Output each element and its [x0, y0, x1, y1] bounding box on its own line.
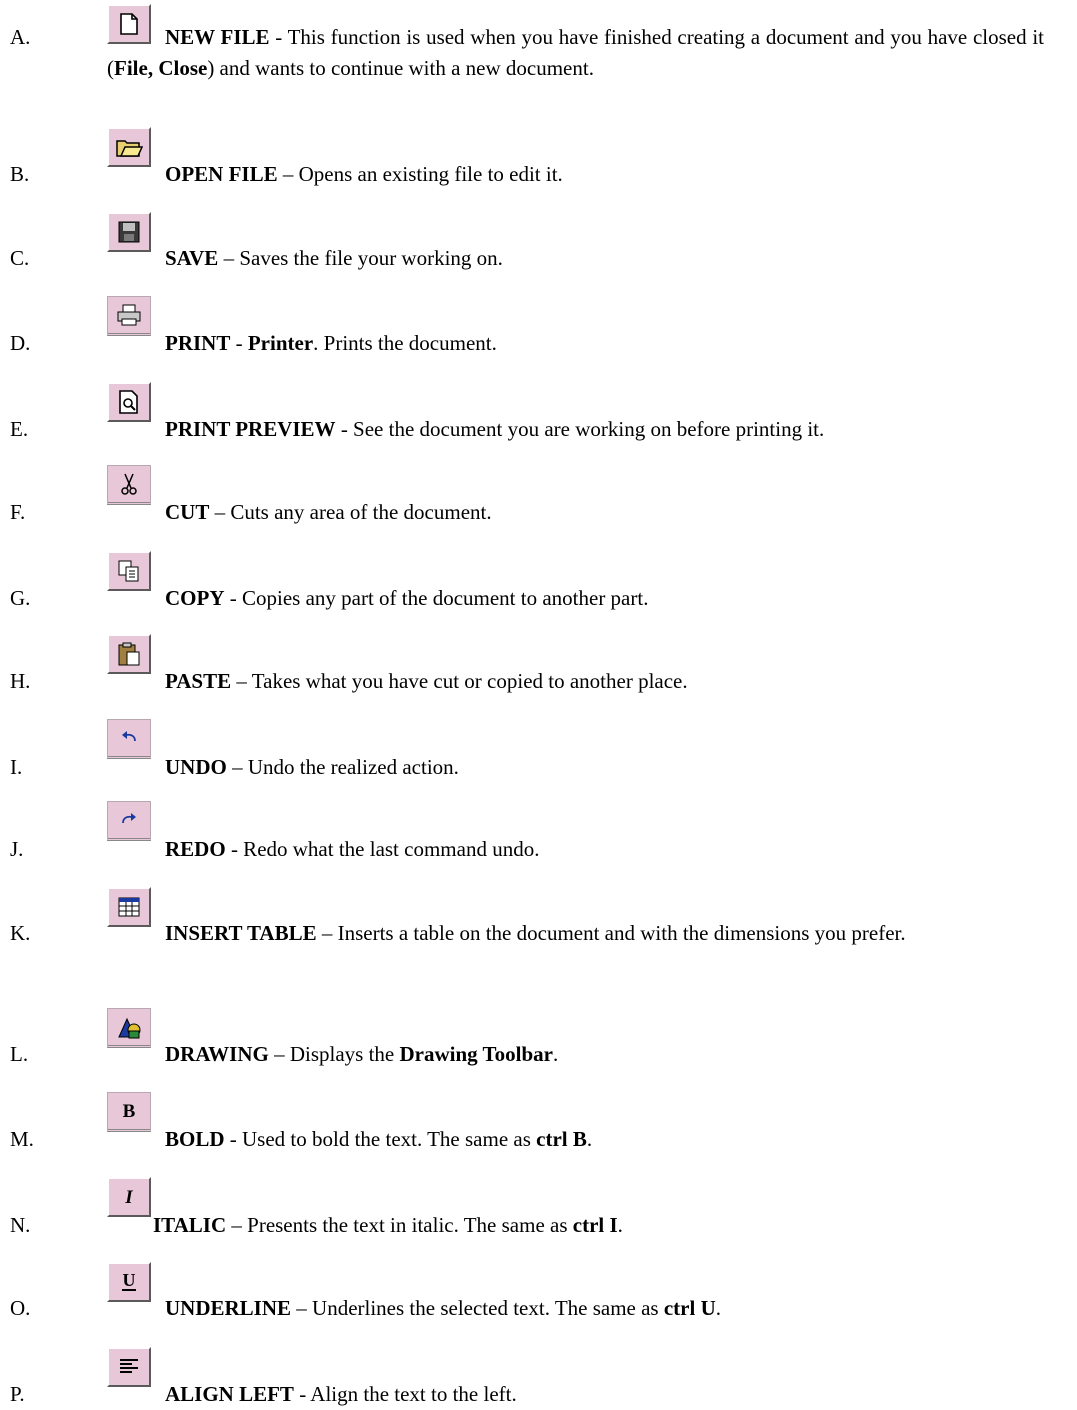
- bold-term: Printer: [247, 331, 314, 355]
- list-item: [0, 1177, 1077, 1237]
- bold-term: File, Close: [114, 56, 208, 80]
- paste-icon: [117, 641, 141, 667]
- item-description: [107, 414, 1044, 445]
- item-title: COPY: [165, 586, 225, 610]
- item-description: [107, 834, 1044, 865]
- item-description: [107, 159, 1044, 190]
- item-letter: M.: [10, 1127, 34, 1151]
- svg-text:I: I: [125, 1187, 133, 1208]
- item-letter: D.: [10, 331, 31, 355]
- description-text: -: [230, 331, 248, 355]
- bold-term: ctrl B: [536, 1127, 587, 1151]
- item-title: PASTE: [165, 669, 232, 693]
- bold-icon: [119, 1100, 139, 1122]
- list-item: [0, 801, 1077, 861]
- item-title: UNDO: [165, 755, 227, 779]
- list-item: [0, 382, 1077, 441]
- item-description: [107, 752, 1044, 783]
- description-text: – Takes what you have cut or copied to another place.: [231, 669, 688, 693]
- item-title: OPEN FILE: [165, 162, 278, 186]
- item-letter: N.: [10, 1213, 31, 1237]
- item-letter: C.: [10, 246, 30, 270]
- item-letter: G.: [10, 586, 31, 610]
- item-letter: P.: [10, 1382, 25, 1406]
- description-text: – Undo the realized action.: [226, 755, 459, 779]
- description-text: - Used to bold the text. The same as: [224, 1127, 537, 1151]
- item-title: BOLD: [165, 1127, 225, 1151]
- drawing-icon: [115, 1013, 143, 1041]
- item-description: [107, 666, 1044, 697]
- item-description: [107, 243, 1044, 274]
- description-text: - This function is used when you have finished creating a document and you have closed it (: [107, 25, 1044, 80]
- list-item: [0, 551, 1077, 610]
- list-item: [0, 465, 1077, 524]
- item-description: [107, 497, 1044, 528]
- description-text: – Displays the: [268, 1042, 400, 1066]
- item-title: INSERT TABLE: [165, 921, 317, 945]
- list-item: [0, 1262, 1077, 1320]
- item-letter: J.: [10, 837, 24, 861]
- item-description: [107, 1124, 1044, 1155]
- item-title: DRAWING: [165, 1042, 269, 1066]
- list-item: [0, 1347, 1077, 1406]
- list-item: [0, 212, 1077, 270]
- svg-text:B: B: [122, 1101, 136, 1122]
- item-letter: F.: [10, 500, 26, 524]
- description-text: .: [552, 1042, 559, 1066]
- description-text: - See the document you are working on before printing it.: [335, 417, 825, 441]
- item-letter: L.: [10, 1042, 29, 1066]
- list-item: [0, 296, 1077, 355]
- bold-term: ctrl I: [572, 1213, 618, 1237]
- item-letter: O.: [10, 1296, 31, 1320]
- description-text: – Inserts a table on the document and with the dimensions you prefer.: [316, 921, 906, 945]
- list-item: [0, 1008, 1077, 1066]
- item-description: [107, 918, 1044, 949]
- item-title: SAVE: [165, 246, 219, 270]
- align-left-icon: [118, 1357, 140, 1377]
- item-description: [107, 1210, 1044, 1241]
- description-text: ) and wants to continue with a new document.: [207, 56, 594, 80]
- description-text: .: [586, 1127, 593, 1151]
- item-letter: K.: [10, 921, 31, 945]
- item-description: [107, 22, 1044, 84]
- bold-term: Drawing Toolbar: [399, 1042, 553, 1066]
- item-description: [107, 328, 1044, 359]
- save-icon: [117, 220, 141, 244]
- list-item: [0, 887, 1077, 977]
- description-text: .: [617, 1213, 623, 1237]
- item-description: [107, 1379, 1044, 1410]
- item-title: NEW FILE: [165, 25, 270, 49]
- item-title: ITALIC: [153, 1213, 227, 1237]
- description-text: – Underlines the selected text. The same as: [291, 1296, 664, 1320]
- description-text: – Saves the file your working on.: [218, 246, 503, 270]
- copy-icon: [117, 559, 141, 583]
- bold-term: ctrl U: [663, 1296, 716, 1320]
- insert-table-icon: [117, 896, 141, 918]
- undo-icon: [118, 729, 140, 747]
- item-letter: B.: [10, 162, 30, 186]
- print-icon: [116, 303, 142, 327]
- item-letter: I.: [10, 755, 23, 779]
- italic-icon: [119, 1186, 139, 1208]
- list-item: [0, 719, 1077, 779]
- item-title: REDO: [165, 837, 226, 861]
- svg-text:U: U: [122, 1270, 136, 1290]
- open-file-icon: [115, 135, 143, 159]
- description-text: – Cuts any area of the document.: [209, 500, 492, 524]
- list-item: [0, 634, 1077, 693]
- item-description: [107, 1293, 1044, 1324]
- item-description: [107, 1039, 1044, 1070]
- item-letter: A.: [10, 25, 31, 49]
- redo-icon: [118, 811, 140, 829]
- item-title: ALIGN LEFT: [165, 1382, 294, 1406]
- list-item: [0, 4, 1077, 94]
- item-title: UNDERLINE: [165, 1296, 292, 1320]
- underline-icon: [119, 1270, 139, 1294]
- description-text: – Opens an existing file to edit it.: [277, 162, 563, 186]
- cut-icon: [120, 472, 138, 496]
- description-text: – Presents the text in italic. The same as: [226, 1213, 573, 1237]
- description-text: .: [715, 1296, 721, 1320]
- list-item: [0, 127, 1077, 186]
- print-preview-icon: [117, 389, 141, 415]
- item-title: PRINT: [165, 331, 231, 355]
- description-text: - Redo what the last command undo.: [225, 837, 540, 861]
- description-text: . Prints the document.: [313, 331, 497, 355]
- list-item: [0, 1092, 1077, 1151]
- description-text: - Align the text to the left.: [293, 1382, 517, 1406]
- item-letter: E.: [10, 417, 29, 441]
- item-letter: H.: [10, 669, 31, 693]
- item-description: [107, 583, 1044, 614]
- description-text: - Copies any part of the document to another part.: [224, 586, 649, 610]
- item-title: CUT: [165, 500, 210, 524]
- item-title: PRINT PREVIEW: [165, 417, 336, 441]
